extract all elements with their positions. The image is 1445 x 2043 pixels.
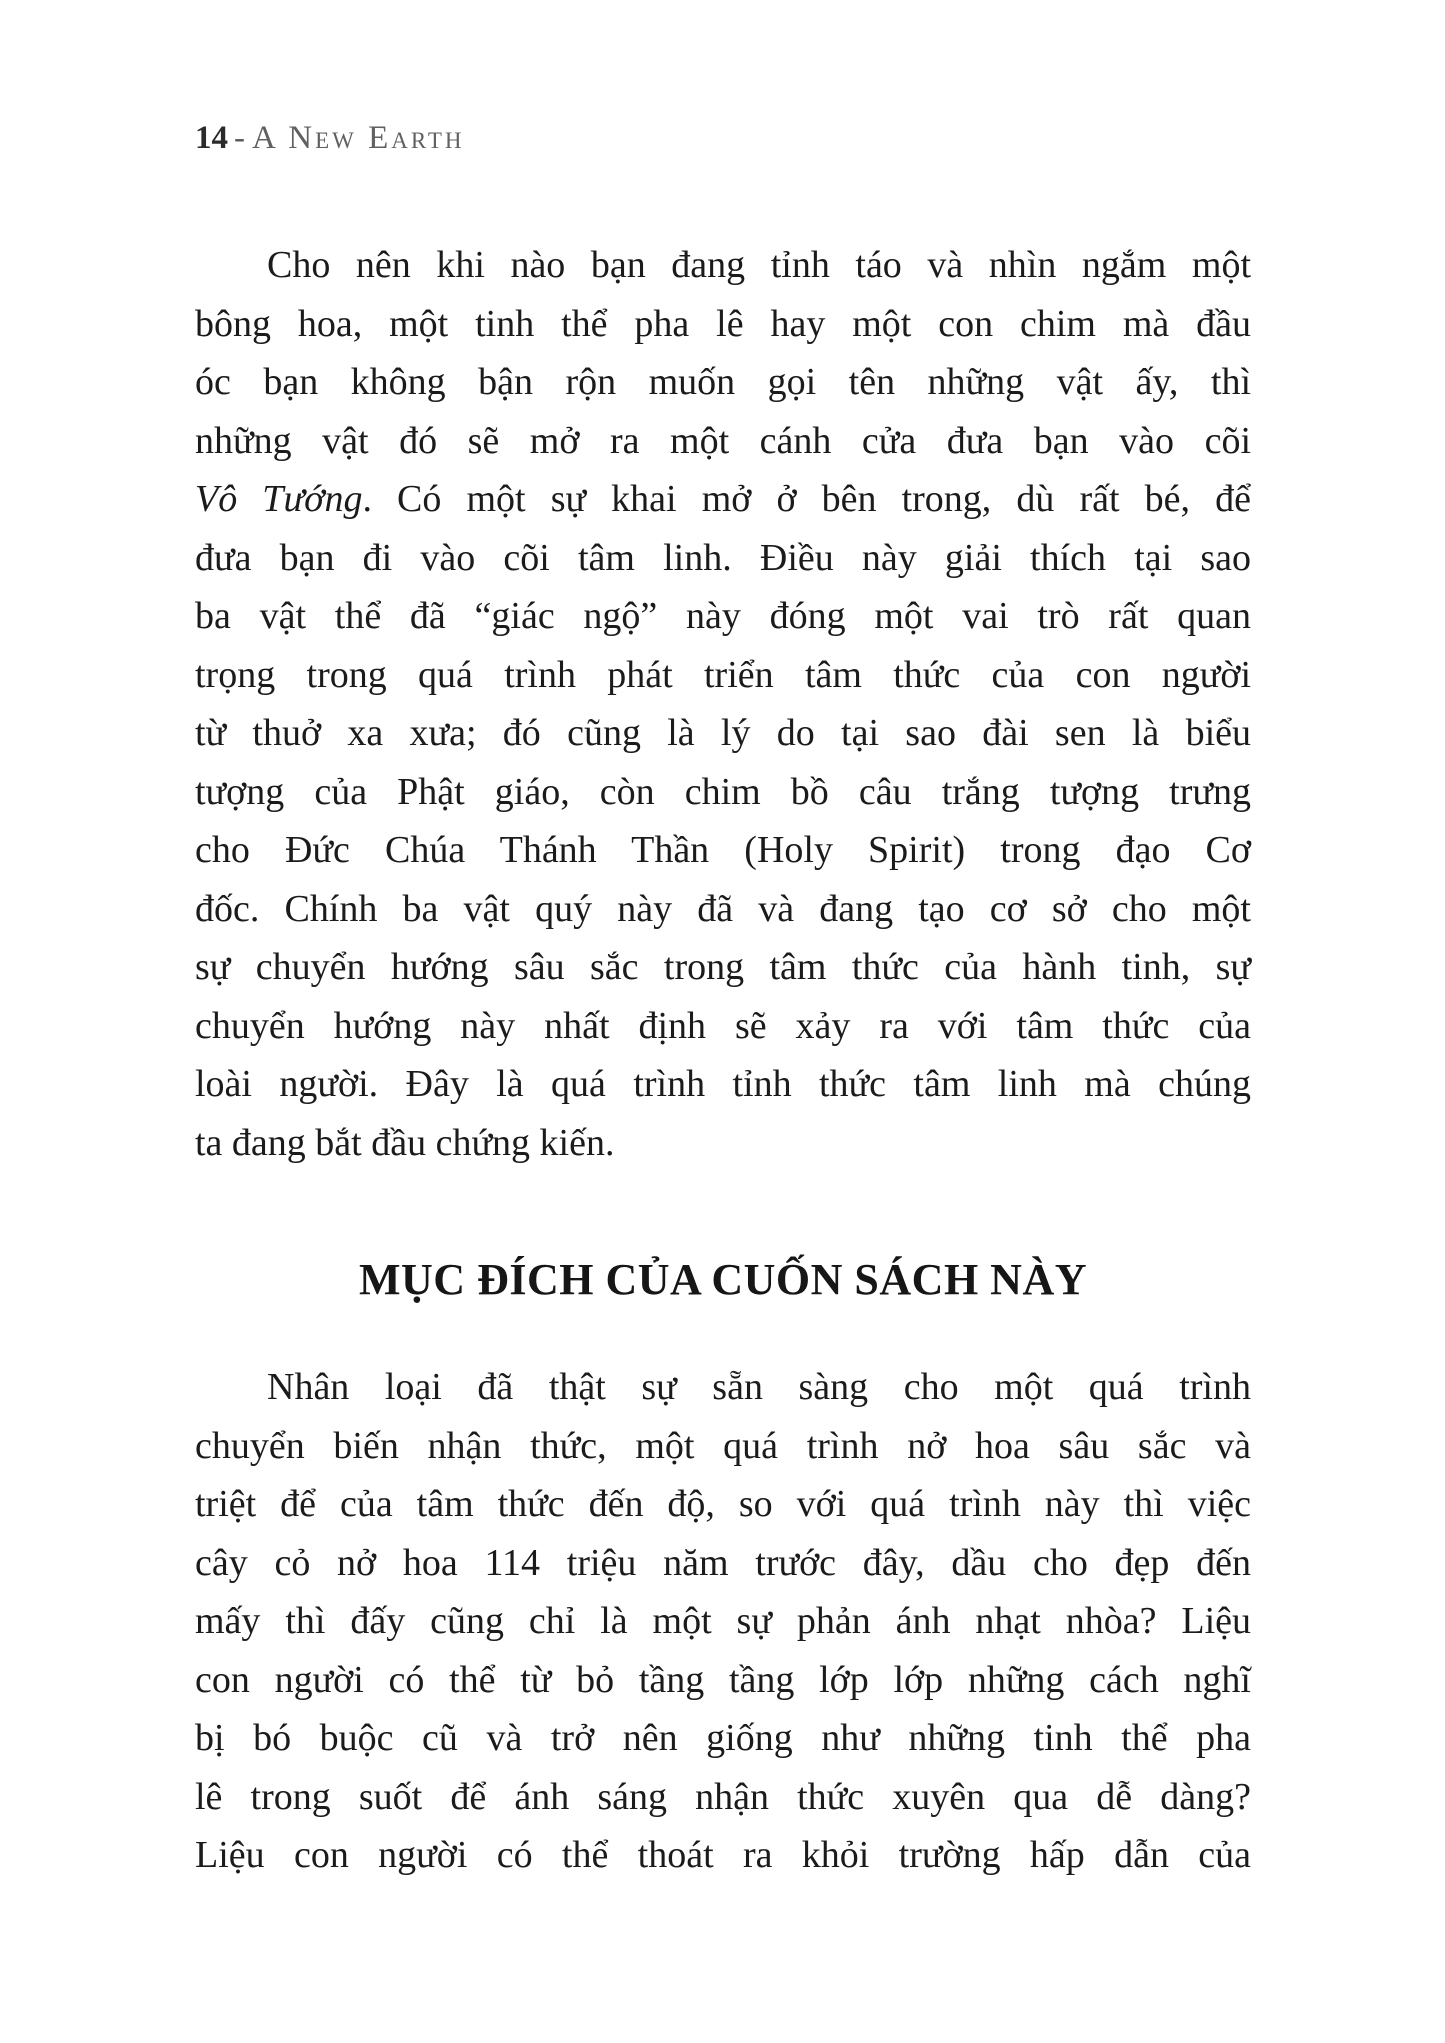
text-line: Cho nên khi nào bạn đang tỉnh táo và nhìn ngắm một <box>267 244 1251 286</box>
paragraph-2 <box>195 1358 1251 1885</box>
paragraph-1 <box>195 236 1251 1172</box>
text-line: ba vật thể đã “giác ngộ” này đóng một vai trò rất quan <box>195 595 1251 637</box>
text-line: những vật đó sẽ mở ra một cánh cửa đưa bạn vào cõi <box>195 419 1251 462</box>
text-line: cho Đức Chúa Thánh Thần (Holy Spirit) trong đạo Cơ <box>195 829 1251 871</box>
text-line <box>195 470 1251 529</box>
text-line: từ thuở xa xưa; đó cũng là lý do tại sao đài sen là biểu <box>195 712 1251 754</box>
text-line: tượng của Phật giáo, còn chim bồ câu trắng tượng trưng <box>195 770 1251 813</box>
page-number: 14 <box>195 120 228 156</box>
text-line-rest: . Có một sự khai mở ở bên trong, dù rất bé, để <box>362 478 1251 520</box>
header-separator: - <box>234 120 246 156</box>
italic-term: Vô Tướng <box>195 478 363 520</box>
section-heading: MỤC ĐÍCH CỦA CUỐN SÁCH NÀY <box>359 1255 1087 1304</box>
text-line: cây cỏ nở hoa 114 triệu năm trước đây, dầu cho đẹp đến <box>195 1541 1251 1584</box>
text-line: đưa bạn đi vào cõi tâm linh. Điều này giải thích tại sao <box>195 536 1251 579</box>
text-line: mấy thì đấy cũng chỉ là một sự phản ánh nhạt nhòa? Liệu <box>195 1600 1251 1642</box>
text-line: triệt để của tâm thức đến độ, so với quá trình này thì việc <box>195 1483 1251 1525</box>
text-line: bị bó buộc cũ và trở nên giống như những tinh thể pha <box>195 1717 1251 1759</box>
text-line: Liệu con người có thể thoát ra khỏi trường hấp dẫn của <box>195 1834 1251 1876</box>
book-title: A New Earth <box>252 120 465 156</box>
text-line: chuyển hướng này nhất định sẽ xảy ra với tâm thức của <box>195 1004 1251 1047</box>
text-line: chuyển biến nhận thức, một quá trình nở hoa sâu sắc và <box>195 1424 1251 1467</box>
text-line: đốc. Chính ba vật quý này đã và đang tạo cơ sở cho một <box>195 887 1251 930</box>
text-column <box>195 236 1251 1885</box>
text-line: sự chuyển hướng sâu sắc trong tâm thức của hành tinh, sự <box>195 946 1251 988</box>
running-header <box>195 118 465 158</box>
text-line: Nhân loại đã thật sự sẵn sàng cho một quá trình <box>267 1366 1251 1408</box>
text-line: lê trong suốt để ánh sáng nhận thức xuyên qua dễ dàng? <box>195 1775 1251 1818</box>
text-line: ta đang bắt đầu chứng kiến. <box>195 1121 615 1164</box>
text-line: bông hoa, một tinh thể pha lê hay một con chim mà đầu <box>195 302 1251 345</box>
text-line: con người có thể từ bỏ tầng tầng lớp lớp những cách nghĩ <box>195 1658 1251 1701</box>
text-line: loài người. Đây là quá trình tỉnh thức tâm linh mà chúng <box>195 1063 1251 1105</box>
text-line: trọng trong quá trình phát triển tâm thức của con người <box>195 653 1251 696</box>
text-line: óc bạn không bận rộn muốn gọi tên những vật ấy, thì <box>195 361 1251 403</box>
